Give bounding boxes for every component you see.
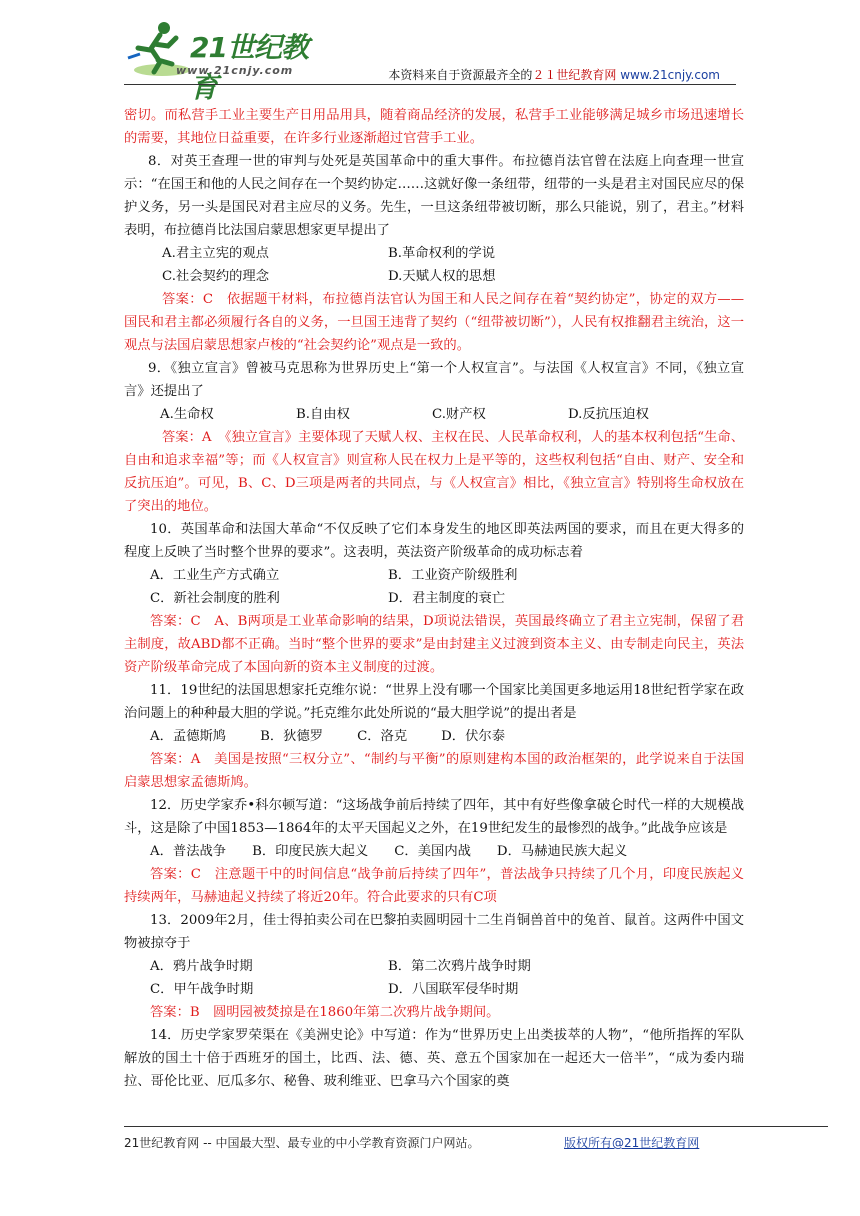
question-11: 11．19世纪的法国思想家托克维尔说：“世界上没有哪一个国家比美国更多地运用18世纪哲学家在政治问题上的种种最大胆的学说。”托克维尔此处所说的“最大胆学说”的提出者是 <box>124 683 744 721</box>
answer-13: 答案：B 圆明园被焚掠是在1860年第二次鸦片战争期间。 <box>150 1005 500 1020</box>
question-8-options-row2 <box>124 265 744 288</box>
question-9: 9．《独立宣言》曾被马克思称为世界历史上“第一个人权宣言”。与法国《人权宣言》不同，《独立宣言》还提出了 <box>124 361 744 399</box>
header-source-note <box>388 66 720 83</box>
question-10-options-row1 <box>124 564 744 587</box>
question-8: 8．对英王查理一世的审判与处死是英国革命中的重大事件。布拉德肖法官曾在法庭上向查理一世宣示：“在国王和他的人民之间存在一个契约协定……这就好像一条纽带，纽带的一头是君主对国民应尽的保护义务，另一头是国民对君主应尽的义务。先生，一旦这条纽带被切断，那么只能说，别了，君主。”材料表明，布拉德肖比法国启蒙思想家更早提出了 <box>124 154 744 238</box>
option: D．马赫迪民族大起义 <box>496 844 628 859</box>
footer-description: 21世纪教育网 -- 中国最大型、最专业的中小学教育资源门户网站。 <box>124 1136 480 1150</box>
option: C．新社会制度的胜利 <box>150 591 280 606</box>
header-note-prefix: 本资料来自于资源最齐全的 <box>388 68 533 82</box>
option: B.革命权利的学说 <box>388 246 496 261</box>
question-13-options-row1 <box>124 955 744 978</box>
answer-10: 答案：C A、B两项是工业革命影响的结果，D项说法错误，英国最终确立了君主立宪制，保留了君主制度，故ABD都不正确。当时“整个世界的要求”是由封建主义过渡到资本主义、由专制走向民主，英法资产阶级革命完成了本国向新的资本主义制度的过渡。 <box>124 614 744 675</box>
header-divider <box>124 84 736 85</box>
answer-11: 答案：A 美国是按照“三权分立”、“制约与平衡”的原则建构本国的政治框架的，此学说来自于法国启蒙思想家孟德斯鸠。 <box>124 752 744 790</box>
option: D．伏尔泰 <box>441 729 505 744</box>
option: A．工业生产方式确立 <box>150 568 280 583</box>
option: B．第二次鸦片战争时期 <box>388 959 531 974</box>
header-note-site: ２１世纪教育网 <box>532 68 617 82</box>
question-11-options <box>124 725 744 748</box>
option: C.财产权 <box>432 407 486 422</box>
question-13: 13．2009年2月，佳士得拍卖公司在巴黎拍卖圆明园十二生肖铜兽首中的兔首、鼠首。这两件中国文物被掠夺于 <box>124 913 744 951</box>
footer-copyright-link[interactable]: 版权所有@21世纪教育网 <box>564 1136 700 1150</box>
option: C．甲午战争时期 <box>150 982 254 997</box>
option: D．君主制度的衰亡 <box>388 591 506 606</box>
question-14: 14．历史学家罗荣渠在《美洲史论》中写道：作为“世界历史上出类拔萃的人物”，“他所指挥的军队解放的国土十倍于西班牙的国土，比西、法、德、英、意五个国家加在一起还大一倍半”，“成为委内瑞拉、哥伦比亚、厄瓜多尔、秘鲁、玻利维亚、巴拿马六个国家的奠 <box>124 1028 744 1089</box>
option: C．洛克 <box>357 729 408 744</box>
document-body <box>124 104 744 1093</box>
logo-title: 21世纪教育 <box>190 31 308 104</box>
question-9-options <box>124 403 744 426</box>
site-logo[interactable] <box>124 18 334 104</box>
footer-divider <box>124 1126 828 1127</box>
answer-text-continued: 密切。而私营手工业主要生产日用品用具，随着商品经济的发展，私营手工业能够满足城乡市场迅速增长的需要，其地位日益重要，在许多行业逐渐超过官营手工业。 <box>124 108 744 146</box>
question-10: 10．英国革命和法国大革命“不仅反映了它们本身发生的地区即英法两国的要求，而且在更大得多的程度上反映了当时整个世界的要求”。这表明，英法资产阶级革命的成功标志着 <box>124 522 744 560</box>
option: A.生命权 <box>160 407 214 422</box>
question-8-options-row1 <box>124 242 744 265</box>
header-note-url[interactable]: www.21cnjy.com <box>620 68 720 82</box>
question-12: 12．历史学家乔•科尔顿写道：“这场战争前后持续了四年，其中有好些像拿破仑时代一样的大规模战斗，这是除了中国1853—1864年的太平天国起义之外，在19世纪发生的最惨烈的战争。”此战争应该是 <box>124 798 744 836</box>
option: A.君主立宪的观点 <box>162 246 269 261</box>
option: B．工业资产阶级胜利 <box>388 568 518 583</box>
option: A．普法战争 <box>150 844 227 859</box>
answer-8: 答案：C 依据题干材料，布拉德肖法官认为国王和人民之间存在着“契约协定”，协定的双方——国民和君主都必须履行各自的义务，一旦国王违背了契约（“纽带被切断”），人民有权推翻君主统治，这一观点与法国启蒙思想家卢梭的“社会契约论”观点是一致的。 <box>124 292 744 353</box>
option: B.自由权 <box>296 407 350 422</box>
option: A．鸦片战争时期 <box>150 959 253 974</box>
option: D．八国联军侵华时期 <box>388 982 519 997</box>
answer-12: 答案：C 注意题干中的时间信息“战争前后持续了四年”，普法战争只持续了几个月，印度民族起义持续两年，马赫迪起义持续了将近20年。符合此要求的只有C项 <box>124 867 744 905</box>
question-10-options-row2 <box>124 587 744 610</box>
option: B．印度民族大起义 <box>252 844 369 859</box>
option: C．美国内战 <box>394 844 471 859</box>
option: C.社会契约的理念 <box>162 269 270 284</box>
logo-url: www.21cnjy.com <box>176 64 294 77</box>
option: B．狄德罗 <box>260 729 324 744</box>
option: D.天赋人权的思想 <box>388 269 496 284</box>
page-header <box>124 18 736 104</box>
option: A．孟德斯鸠 <box>150 729 227 744</box>
option: D.反抗压迫权 <box>568 407 649 422</box>
question-12-options <box>124 840 744 863</box>
page-footer <box>124 1134 700 1151</box>
answer-9: 答案：A 《独立宣言》主要体现了天赋人权、主权在民、人民革命权利，人的基本权利包括“生命、自由和追求幸福”等；而《人权宣言》则宣称人民在权力上是平等的，这些权利包括“自由、财产、安全和反抗压迫”。可见，B、C、D三项是两者的共同点，与《人权宣言》相比，《独立宣言》特别将生命权放在了突出的地位。 <box>124 430 744 514</box>
question-13-options-row2 <box>124 978 744 1001</box>
